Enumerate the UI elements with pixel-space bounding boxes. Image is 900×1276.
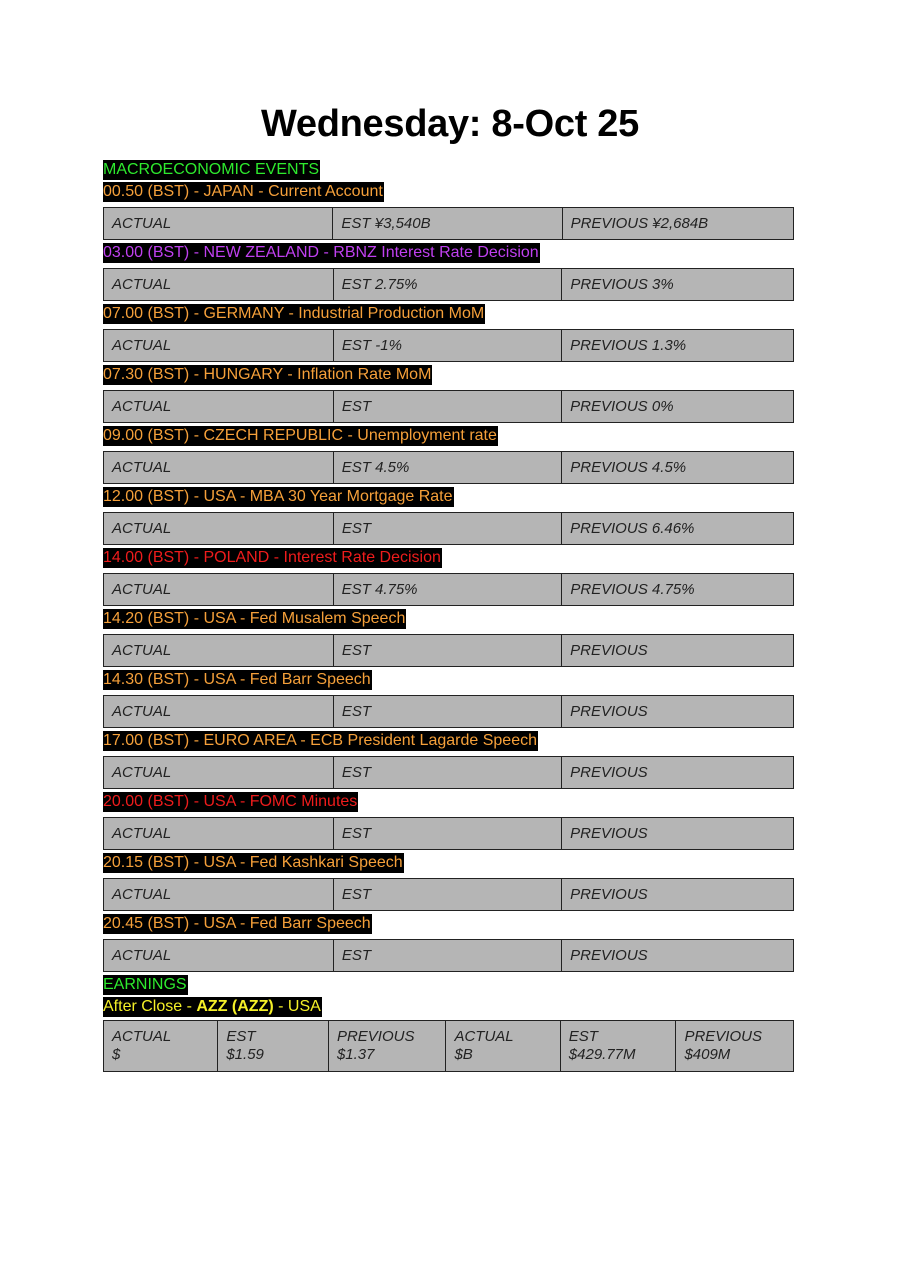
event-values-row xyxy=(104,757,794,789)
earnings-cell-label: PREVIOUS xyxy=(336,1028,415,1045)
actual-cell: ACTUAL xyxy=(104,635,334,667)
previous-cell: PREVIOUS xyxy=(562,635,794,667)
event-values-row xyxy=(104,879,794,911)
earnings-header-label: EARNINGS xyxy=(103,976,187,993)
earnings-cell xyxy=(218,1021,329,1072)
est-cell: EST xyxy=(333,513,561,545)
est-cell: EST xyxy=(333,696,561,728)
event-header xyxy=(103,792,794,812)
earnings-section-header xyxy=(103,975,794,995)
event-header xyxy=(103,609,794,629)
earnings-cell xyxy=(676,1021,794,1072)
event-values-row xyxy=(104,330,794,362)
est-cell: EST xyxy=(333,818,561,850)
event-values-row xyxy=(104,452,794,484)
event-values-table xyxy=(103,756,794,789)
macro-section-header xyxy=(103,160,794,180)
actual-cell: ACTUAL xyxy=(104,330,334,362)
event-values-table xyxy=(103,695,794,728)
earnings-cell-value: $ xyxy=(112,1046,121,1063)
event-values-row xyxy=(104,696,794,728)
macro-header-label: MACROECONOMIC EVENTS xyxy=(103,161,320,178)
actual-cell: ACTUAL xyxy=(104,269,334,301)
earnings-cell xyxy=(560,1021,676,1072)
events-list xyxy=(103,182,794,972)
previous-cell: PREVIOUS xyxy=(562,940,794,972)
earnings-cell-value: $B xyxy=(454,1046,473,1063)
page-title: Wednesday: 8-Oct 25 xyxy=(261,103,639,145)
earnings-row xyxy=(104,1021,794,1072)
event-values-row xyxy=(104,635,794,667)
event-header xyxy=(103,548,794,568)
est-cell: EST 4.5% xyxy=(333,452,561,484)
event-values-table xyxy=(103,268,794,301)
event-values-table xyxy=(103,634,794,667)
event-header xyxy=(103,487,794,507)
earnings-company: AZZ (AZZ) xyxy=(196,998,274,1015)
event-values-table xyxy=(103,878,794,911)
earnings-company-label xyxy=(103,997,322,1017)
event-header xyxy=(103,914,794,934)
event-values-row xyxy=(104,818,794,850)
event-header xyxy=(103,853,794,873)
est-cell: EST xyxy=(333,635,561,667)
est-cell: EST xyxy=(333,391,561,423)
actual-cell: ACTUAL xyxy=(104,940,334,972)
event-label: 03.00 (BST) - NEW ZEALAND - RBNZ Interest Rate Decision xyxy=(103,244,539,261)
event-label: 07.30 (BST) - HUNGARY - Inflation Rate MoM xyxy=(103,366,432,383)
event-label: 17.00 (BST) - EURO AREA - ECB President Lagarde Speech xyxy=(103,732,537,749)
event-header xyxy=(103,365,794,385)
document-body xyxy=(103,160,794,1072)
event-values-row xyxy=(104,208,794,240)
event-values-row xyxy=(104,269,794,301)
earnings-cell-value: $1.37 xyxy=(336,1046,375,1063)
event-header xyxy=(103,731,794,751)
earnings-company-row xyxy=(103,997,794,1017)
event-values-table xyxy=(103,939,794,972)
previous-cell: PREVIOUS xyxy=(562,879,794,911)
event-values-table xyxy=(103,390,794,423)
event-header xyxy=(103,243,794,263)
earnings-cell-label: PREVIOUS xyxy=(684,1028,762,1045)
est-cell: EST xyxy=(333,879,561,911)
earnings-cell-label: EST xyxy=(226,1028,256,1045)
event-label: 12.00 (BST) - USA - MBA 30 Year Mortgage Rate xyxy=(103,488,453,505)
est-cell: EST 4.75% xyxy=(333,574,562,606)
event-label: 14.00 (BST) - POLAND - Interest Rate Decision xyxy=(103,549,441,566)
earnings-suffix: - USA xyxy=(273,998,321,1015)
actual-cell: ACTUAL xyxy=(104,452,334,484)
event-values-row xyxy=(104,940,794,972)
event-values-table xyxy=(103,451,794,484)
event-label: 20.00 (BST) - USA - FOMC Minutes xyxy=(103,793,358,810)
event-header xyxy=(103,670,794,690)
event-values-row xyxy=(104,574,794,606)
est-cell: EST xyxy=(333,757,561,789)
event-header xyxy=(103,426,794,446)
earnings-cell xyxy=(446,1021,560,1072)
est-cell: EST ¥3,540B xyxy=(333,208,562,240)
previous-cell: PREVIOUS 0% xyxy=(562,391,794,423)
est-cell: EST 2.75% xyxy=(333,269,562,301)
actual-cell: ACTUAL xyxy=(104,574,334,606)
previous-cell: PREVIOUS xyxy=(562,757,794,789)
event-values-row xyxy=(104,391,794,423)
earnings-cell-label: ACTUAL xyxy=(454,1028,514,1045)
event-label: 00.50 (BST) - JAPAN - Current Account xyxy=(103,183,383,200)
event-header xyxy=(103,182,794,202)
event-label: 07.00 (BST) - GERMANY - Industrial Production MoM xyxy=(103,305,485,322)
actual-cell: ACTUAL xyxy=(104,757,334,789)
actual-cell: ACTUAL xyxy=(104,818,334,850)
previous-cell: PREVIOUS 4.75% xyxy=(562,574,794,606)
event-label: 20.45 (BST) - USA - Fed Barr Speech xyxy=(103,915,371,932)
event-header xyxy=(103,304,794,324)
earnings-cell xyxy=(104,1021,218,1072)
event-values-row xyxy=(104,513,794,545)
earnings-cell-label: ACTUAL xyxy=(112,1028,172,1045)
est-cell: EST -1% xyxy=(333,330,561,362)
previous-cell: PREVIOUS 3% xyxy=(562,269,794,301)
event-label: 14.20 (BST) - USA - Fed Musalem Speech xyxy=(103,610,406,627)
actual-cell: ACTUAL xyxy=(104,513,334,545)
event-label: 20.15 (BST) - USA - Fed Kashkari Speech xyxy=(103,854,403,871)
actual-cell: ACTUAL xyxy=(104,879,334,911)
previous-cell: PREVIOUS 4.5% xyxy=(562,452,794,484)
earnings-cell-value: $409M xyxy=(684,1046,731,1063)
previous-cell: PREVIOUS ¥2,684B xyxy=(562,208,793,240)
event-values-table xyxy=(103,207,794,240)
actual-cell: ACTUAL xyxy=(104,208,333,240)
previous-cell: PREVIOUS 6.46% xyxy=(562,513,794,545)
event-label: 09.00 (BST) - CZECH REPUBLIC - Unemployment rate xyxy=(103,427,497,444)
earnings-cell xyxy=(328,1021,446,1072)
event-values-table xyxy=(103,512,794,545)
previous-cell: PREVIOUS xyxy=(562,818,794,850)
earnings-cell-value: $429.77M xyxy=(568,1046,636,1063)
event-values-table xyxy=(103,573,794,606)
earnings-cell-label: EST xyxy=(568,1028,598,1045)
earnings-cell-value: $1.59 xyxy=(226,1046,264,1063)
event-label: 14.30 (BST) - USA - Fed Barr Speech xyxy=(103,671,371,688)
earnings-prefix: After Close - xyxy=(103,998,197,1015)
earnings-table xyxy=(103,1020,794,1072)
actual-cell: ACTUAL xyxy=(104,391,334,423)
previous-cell: PREVIOUS 1.3% xyxy=(562,330,794,362)
actual-cell: ACTUAL xyxy=(104,696,334,728)
event-values-table xyxy=(103,817,794,850)
event-values-table xyxy=(103,329,794,362)
previous-cell: PREVIOUS xyxy=(562,696,794,728)
est-cell: EST xyxy=(333,940,561,972)
